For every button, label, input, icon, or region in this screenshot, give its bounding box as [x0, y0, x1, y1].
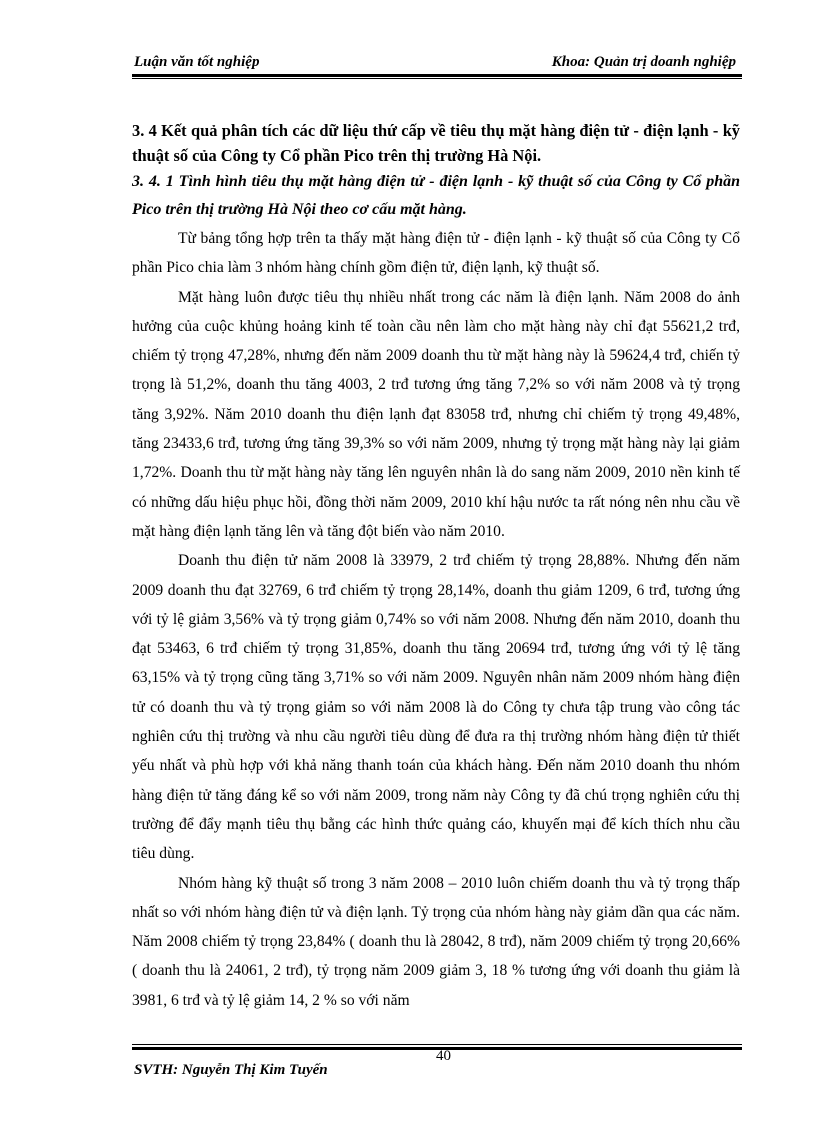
header-thesis-title: Luận văn tốt nghiệp: [134, 54, 260, 70]
footer-author: SVTH: Nguyễn Thị Kim Tuyến: [134, 1062, 328, 1078]
header-rule-thick: [132, 74, 742, 77]
header-faculty: Khoa: Quản trị doanh nghiệp: [551, 54, 736, 70]
body-paragraph: Mặt hàng luôn được tiêu thụ nhiều nhất trong các năm là điện lạnh. Năm 2008 do ảnh hưởng của cuộc khủng hoảng kinh tế toàn cầu nên làm cho mặt hàng này chỉ đạt 55621,2 trđ, chiếm tỷ trọng 47,28%, nhưng đến năm 2009 doanh thu từ mặt hàng này là 59624,4 trđ, chiến tỷ trọng là 51,2%, doanh thu tăng 4003, 2 trđ tương ứng tăng 7,2% so với năm 2008 và tỷ trọng tăng 3,92%. Năm 2010 doanh thu điện lạnh đạt 83058 trđ, nhưng chỉ chiếm tỷ trọng 49,48%, tăng 23433,6 trđ, tương ứng tăng 39,3% so với năm 2009, nhưng tỷ trọng mặt hàng này lại giảm 1,72%. Doanh thu từ mặt hàng này tăng lên nguyên nhân là do sang năm 2009, 2010 nền kinh tế có những dấu hiệu phục hồi, đồng thời năm 2009, 2010 khí hậu nước ta rất nóng nên nhu cầu về mặt hàng điện lạnh tăng lên và tăng đột biến vào năm 2010.: [132, 288, 740, 540]
body-paragraph: Doanh thu điện tử năm 2008 là 33979, 2 trđ chiếm tỷ trọng 28,88%. Nhưng đến năm 2009 doanh thu đạt 32769, 6 trđ chiếm tỷ trọng 28,14%, doanh thu giảm 1209, 6 trđ, tương ứng với tỷ lệ giảm 3,56% và tỷ trọng giảm 0,74% so với năm 2008. Nhưng đến năm 2010, doanh thu đạt 53463, 6 trđ chiếm tỷ trọng 31,85%, doanh thu tăng 20694 trđ, tương ứng với tỷ lệ tăng 63,15% và tỷ trọng cũng tăng 3,71% so với năm 2009. Nguyên nhân năm 2009 nhóm hàng điện tử có doanh thu và tỷ trọng giảm so với năm 2008 là do Công ty chưa tập trung vào công tác nghiên cứu thị trường và nhu cầu người tiêu dùng để đưa ra thị trường nhóm hàng điện tử thiết yếu nhất và phù hợp với khả năng thanh toán của khách hàng. Đến năm 2010 doanh thu nhóm hàng điện tử tăng đáng kể so với năm 2009, trong năm này Công ty đã chú trọng nghiên cứu thị trường để đẩy mạnh tiêu thụ bằng các hình thức quảng cáo, khuyến mại để kích thích nhu cầu tiêu dùng.: [132, 552, 740, 863]
section-heading: 3. 4 Kết quả phân tích các dữ liệu thứ cấp về tiêu thụ mặt hàng điện tử - điện lạnh - kỹ thuật số của Công ty Cổ phần Pico trên thị trường Hà Nội.: [132, 121, 740, 165]
header-rule-thin: [132, 78, 742, 79]
page-number: 40: [436, 1048, 451, 1064]
body-paragraph: Nhóm hàng kỹ thuật số trong 3 năm 2008 – 2010 luôn chiếm doanh thu và tỷ trọng thấp nhất so với nhóm hàng điện tử và điện lạnh. Tỷ trọng của nhóm hàng này giảm dần qua các năm. Năm 2008 chiếm tỷ trọng 23,84% ( doanh thu là 28042, 8 trđ), năm 2009 chiếm tỷ trọng 20,66% ( doanh thu là 24061, 2 trđ), tỷ trọng năm 2009 giảm 3, 18 % tương ứng với doanh thu giảm là 3981, 6 trđ và tỷ lệ giảm 14, 2 % so với năm: [132, 874, 740, 1009]
page-footer: [132, 1044, 742, 1084]
subsection-heading: 3. 4. 1 Tình hình tiêu thụ mặt hàng điện tử - điện lạnh - kỹ thuật số của Công ty Cổ phần Pico trên thị trường Hà Nội theo cơ cấu mặt hàng.: [132, 173, 740, 218]
page-body: [132, 118, 740, 1015]
page-header: [132, 48, 742, 76]
footer-rule-thin: [132, 1044, 742, 1045]
body-paragraph: Từ bảng tổng hợp trên ta thấy mặt hàng điện tử - điện lạnh - kỹ thuật số của Công ty Cổ phần Pico chia làm 3 nhóm hàng chính gồm điện tử, điện lạnh, kỹ thuật số.: [132, 230, 740, 277]
